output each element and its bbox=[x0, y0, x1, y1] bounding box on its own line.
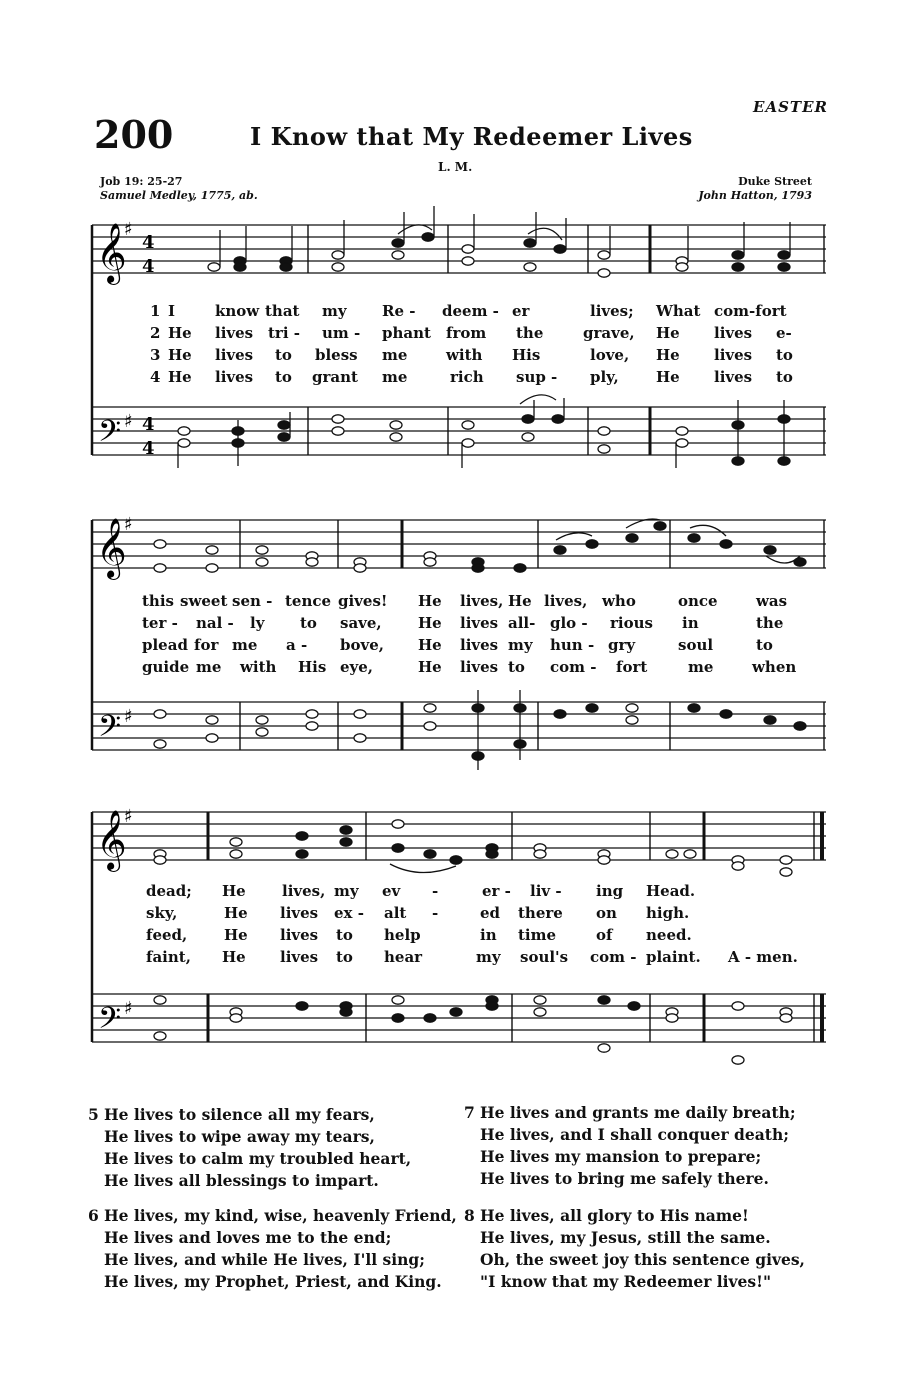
lyric-syllable: He bbox=[418, 658, 442, 676]
lyric-syllable: guide bbox=[142, 658, 190, 676]
lyric-syllable: soul's bbox=[520, 948, 569, 966]
lyric-syllable: He bbox=[222, 882, 246, 900]
lyric-syllable: my bbox=[476, 948, 501, 966]
lyric-syllable: for bbox=[194, 636, 219, 654]
lyric-syllable: me bbox=[688, 658, 714, 676]
lyric-syllable: He bbox=[224, 926, 248, 944]
lyric-syllable: that bbox=[265, 302, 300, 320]
stanza-line: He lives to silence all my fears, bbox=[104, 1105, 375, 1124]
lyric-syllable: sup - bbox=[516, 368, 558, 386]
lyric-syllable: tri - bbox=[268, 324, 300, 342]
lyric-syllable: He bbox=[418, 614, 442, 632]
lyric-syllable: sky, bbox=[146, 904, 178, 922]
lyric-syllable: He bbox=[656, 324, 680, 342]
key-signature-bass: ♯ bbox=[124, 411, 133, 432]
lyric-syllable: lives bbox=[280, 926, 319, 944]
lyric-syllable: He bbox=[656, 368, 680, 386]
lyric-syllable: to bbox=[756, 636, 773, 654]
lyric-syllable: me bbox=[196, 658, 222, 676]
lyric-syllable: He bbox=[222, 948, 246, 966]
lyric-syllable: Head. bbox=[646, 882, 696, 900]
lyric-syllable: lives bbox=[460, 614, 499, 632]
stanza-line: Oh, the sweet joy this sentence gives, bbox=[480, 1250, 805, 1269]
key-signature-bass: ♯ bbox=[124, 998, 133, 1019]
author-credit: Samuel Medley, 1775, ab. bbox=[100, 189, 258, 202]
lyric-syllable: grant bbox=[312, 368, 358, 386]
stanza-7 bbox=[464, 1102, 796, 1190]
verse-number: 2 bbox=[150, 324, 161, 342]
lyric-syllable: to bbox=[336, 948, 353, 966]
lyric-syllable: He bbox=[168, 368, 192, 386]
lyric-syllable: ter - bbox=[142, 614, 178, 632]
stanza-line: He lives and loves me to the end; bbox=[104, 1228, 392, 1247]
lyric-syllable: gives! bbox=[338, 592, 388, 610]
lyric-syllable: to bbox=[776, 368, 793, 386]
svg-text:4: 4 bbox=[142, 438, 155, 459]
lyric-syllable: in bbox=[682, 614, 699, 632]
hymn-title: I Know that My Redeemer Lives bbox=[250, 122, 693, 151]
lyric-syllable: me bbox=[382, 368, 408, 386]
treble-clef: 𝄞 bbox=[96, 518, 127, 578]
lyric-syllable: feed, bbox=[146, 926, 188, 944]
lyric-syllable: the bbox=[756, 614, 784, 632]
hymn-number: 200 bbox=[94, 112, 174, 157]
lyric-syllable: - bbox=[432, 882, 439, 900]
lyric-syllable: from bbox=[446, 324, 487, 342]
lyric-syllable: this bbox=[142, 592, 174, 610]
lyric-syllable: er bbox=[512, 302, 530, 320]
stanza-line: He lives, my Prophet, Priest, and King. bbox=[104, 1272, 442, 1291]
svg-text:4: 4 bbox=[142, 232, 155, 253]
bass-clef: 𝄢 bbox=[98, 710, 122, 751]
lyric-syllable: com - bbox=[590, 948, 637, 966]
lyric-syllable: He bbox=[418, 636, 442, 654]
lyric-syllable: save, bbox=[340, 614, 382, 632]
lyric-syllable: rious bbox=[610, 614, 653, 632]
lyric-syllable: to bbox=[336, 926, 353, 944]
lyric-syllable: once bbox=[678, 592, 718, 610]
lyric-syllable: high. bbox=[646, 904, 690, 922]
lyric-syllable: What bbox=[656, 302, 701, 320]
lyric-syllable: He bbox=[224, 904, 248, 922]
lyric-syllable: bove, bbox=[340, 636, 384, 654]
lyric-syllable: plead bbox=[142, 636, 188, 654]
bass-clef: 𝄢 bbox=[98, 1002, 122, 1043]
lyric-syllable: there bbox=[518, 904, 563, 922]
lyric-syllable: - bbox=[432, 904, 439, 922]
stanza-line: He lives, all glory to His name! bbox=[480, 1206, 749, 1225]
lyric-syllable: me bbox=[232, 636, 258, 654]
section-label: EASTER bbox=[753, 98, 828, 116]
lyric-syllable: um - bbox=[322, 324, 361, 342]
lyric-syllable: hear bbox=[384, 948, 423, 966]
lyric-syllable: with bbox=[446, 346, 483, 364]
stanza-6 bbox=[88, 1205, 457, 1293]
lyric-syllable: all- bbox=[508, 614, 536, 632]
lyric-syllable: bless bbox=[315, 346, 358, 364]
lyric-syllable: dead; bbox=[146, 882, 192, 900]
lyric-syllable: grave, bbox=[583, 324, 635, 342]
verse-number: 1 bbox=[150, 302, 161, 320]
lyric-syllable: to bbox=[776, 346, 793, 364]
stanza-line: He lives to wipe away my tears, bbox=[104, 1127, 375, 1146]
lyric-syllable: ply, bbox=[590, 368, 619, 386]
key-signature: ♯ bbox=[124, 806, 133, 827]
lyric-syllable: ed bbox=[480, 904, 501, 922]
stanza-line: "I know that my Redeemer lives!" bbox=[480, 1272, 772, 1291]
lyric-syllable: glo - bbox=[550, 614, 588, 632]
stanza-number: 8 bbox=[464, 1206, 475, 1225]
lyric-syllable: ing bbox=[596, 882, 624, 900]
lyric-syllable: a - bbox=[286, 636, 308, 654]
lyric-syllable: to bbox=[275, 368, 292, 386]
lyric-syllable: lives bbox=[280, 948, 319, 966]
stanza-number: 6 bbox=[88, 1206, 99, 1225]
lyric-syllable: A - men. bbox=[728, 948, 798, 966]
lyric-syllable: was bbox=[756, 592, 788, 610]
svg-text:4: 4 bbox=[142, 256, 155, 277]
stanza-line: He lives to calm my troubled heart, bbox=[104, 1149, 412, 1168]
stanza-line: He lives, my Jesus, still the same. bbox=[480, 1228, 771, 1247]
lyric-syllable: on bbox=[596, 904, 617, 922]
lyric-syllable: the bbox=[516, 324, 544, 342]
lyric-syllable: need. bbox=[646, 926, 692, 944]
stanza-line: He lives my mansion to prepare; bbox=[480, 1147, 762, 1166]
lyric-syllable: lives bbox=[215, 346, 254, 364]
lyric-syllable: He bbox=[168, 324, 192, 342]
lyric-syllable: lives, bbox=[544, 592, 588, 610]
lyric-syllable: liv - bbox=[530, 882, 562, 900]
lyric-syllable: to bbox=[275, 346, 292, 364]
stanza-number: 5 bbox=[88, 1105, 99, 1124]
lyric-syllable: His bbox=[298, 658, 327, 676]
lyric-syllable: my bbox=[508, 636, 533, 654]
lyric-syllable: lives, bbox=[282, 882, 326, 900]
meter-label: L. M. bbox=[438, 160, 473, 174]
lyric-syllable: lives bbox=[714, 368, 753, 386]
lyric-syllable: eye, bbox=[340, 658, 374, 676]
staff-lines bbox=[92, 812, 826, 1042]
tune-name: Duke Street bbox=[738, 175, 812, 188]
verse-number: 3 bbox=[150, 346, 161, 364]
lyric-syllable: help bbox=[384, 926, 421, 944]
verse-number: 4 bbox=[150, 368, 161, 386]
lyric-syllable: lives bbox=[215, 324, 254, 342]
lyric-syllable: lives bbox=[280, 904, 319, 922]
lyric-syllable: com - bbox=[550, 658, 597, 676]
lyric-syllable: nal - bbox=[196, 614, 234, 632]
stanza-8 bbox=[464, 1205, 805, 1293]
lyric-syllable: lives; bbox=[590, 302, 634, 320]
lyric-syllable: He bbox=[508, 592, 532, 610]
stanza-line: He lives, and while He lives, I'll sing; bbox=[104, 1250, 425, 1269]
lyric-syllable: ex - bbox=[334, 904, 364, 922]
stanza-line: He lives and grants me daily breath; bbox=[480, 1103, 796, 1122]
stanza-line: He lives, my kind, wise, heavenly Friend, bbox=[104, 1206, 457, 1225]
lyric-syllable: my bbox=[322, 302, 347, 320]
lyric-syllable: gry bbox=[608, 636, 636, 654]
lyric-syllable: know bbox=[215, 302, 260, 320]
lyric-syllable: who bbox=[602, 592, 636, 610]
lyric-syllable: He bbox=[418, 592, 442, 610]
lyric-syllable: love, bbox=[590, 346, 630, 364]
lyric-syllable: lives bbox=[714, 324, 753, 342]
lyric-syllable: soul bbox=[678, 636, 714, 654]
lyric-syllable: hun - bbox=[550, 636, 595, 654]
lyric-syllable: faint, bbox=[146, 948, 191, 966]
lyric-syllable: alt bbox=[384, 904, 407, 922]
lyric-syllable: lives bbox=[460, 636, 499, 654]
lyric-syllable: lives bbox=[714, 346, 753, 364]
key-signature: ♯ bbox=[124, 514, 133, 535]
lyric-syllable: with bbox=[240, 658, 277, 676]
lyric-syllable: to bbox=[300, 614, 317, 632]
lyric-syllable: lives bbox=[460, 658, 499, 676]
lyric-syllable: when bbox=[752, 658, 797, 676]
scripture-reference: Job 19: 25-27 bbox=[100, 175, 183, 188]
stanza-line: He lives, and I shall conquer death; bbox=[480, 1125, 789, 1144]
lyric-syllable: ev bbox=[382, 882, 401, 900]
lyric-syllable: He bbox=[656, 346, 680, 364]
treble-clef: 𝄞 bbox=[96, 810, 127, 870]
lyric-syllable: of bbox=[596, 926, 613, 944]
svg-text:4: 4 bbox=[142, 414, 155, 435]
bass-clef: 𝄢 bbox=[98, 415, 122, 456]
lyric-syllable: lives, bbox=[460, 592, 504, 610]
stanza-5 bbox=[88, 1104, 412, 1192]
lyric-syllable: fort bbox=[616, 658, 648, 676]
lyric-syllable: tence bbox=[285, 592, 332, 610]
stanza-line: He lives all blessings to impart. bbox=[104, 1171, 379, 1190]
lyric-syllable: e- bbox=[776, 324, 792, 342]
lyric-syllable: sen - bbox=[232, 592, 273, 610]
lyric-syllable: deem - bbox=[442, 302, 499, 320]
lyric-syllable: er - bbox=[482, 882, 511, 900]
lyric-syllable: time bbox=[518, 926, 557, 944]
key-signature-bass: ♯ bbox=[124, 706, 133, 727]
treble-clef: 𝄞 bbox=[96, 223, 127, 283]
key-signature: ♯ bbox=[124, 219, 133, 240]
lyric-syllable: my bbox=[334, 882, 359, 900]
lyric-syllable: in bbox=[480, 926, 497, 944]
lyric-syllable: Re - bbox=[382, 302, 416, 320]
lyric-syllable: rich bbox=[450, 368, 484, 386]
lyric-syllable: His bbox=[512, 346, 541, 364]
stanza-line: He lives to bring me safely there. bbox=[480, 1169, 769, 1188]
lyric-syllable: phant bbox=[382, 324, 431, 342]
lyric-syllable: He bbox=[168, 346, 192, 364]
lyric-syllable: ly bbox=[250, 614, 265, 632]
stanza-number: 7 bbox=[464, 1103, 475, 1122]
lyric-syllable: sweet bbox=[180, 592, 228, 610]
lyric-syllable: me bbox=[382, 346, 408, 364]
lyric-syllable: com-fort bbox=[714, 302, 787, 320]
lyric-syllable: lives bbox=[215, 368, 254, 386]
composer-credit: John Hatton, 1793 bbox=[698, 189, 812, 202]
lyric-syllable: to bbox=[508, 658, 525, 676]
lyric-syllable: I bbox=[168, 302, 176, 320]
lyric-syllable: plaint. bbox=[646, 948, 701, 966]
